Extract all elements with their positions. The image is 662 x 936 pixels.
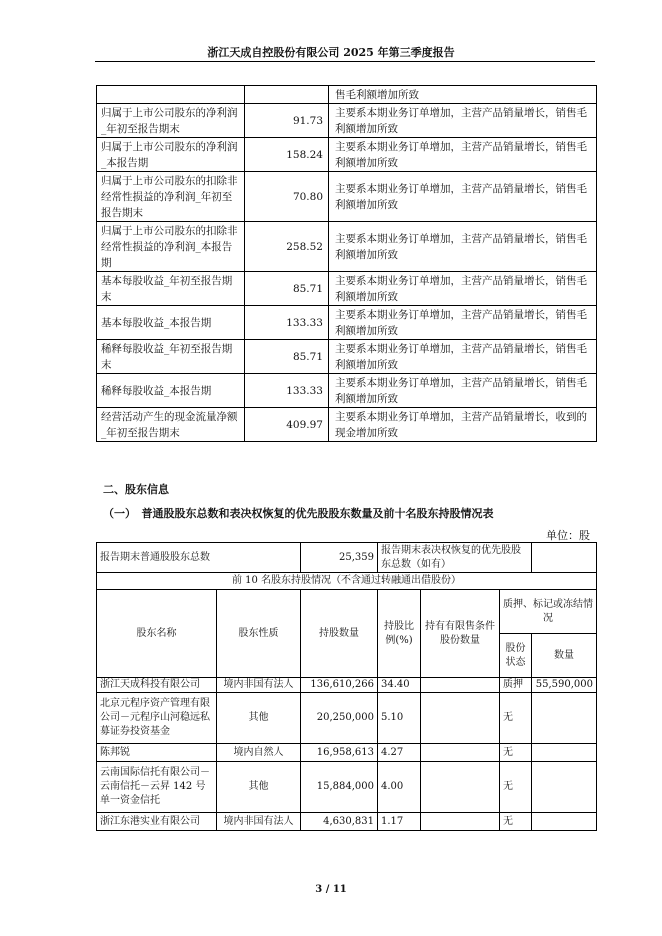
- total-shareholders-row: [97, 543, 597, 573]
- shareholder-ratio: 4.00: [378, 762, 421, 813]
- row-reason: 主要系本期业务订单增加，主营产品销量增长，收到的现金增加所致: [329, 408, 597, 442]
- pledge-status: 无: [500, 744, 532, 762]
- row-ratio: 133.33: [245, 374, 329, 408]
- row-item: 归属于上市公司股东的扣除非经常性损益的净利润_本报告期: [97, 222, 245, 272]
- shareholder-name: 浙江天成科投有限公司: [97, 678, 217, 693]
- carry-over-ratio-cell: [245, 86, 329, 104]
- shareholder-name: 北京元程序资产管理有限公司－元程序山河稳远私募证券投资基金: [97, 693, 217, 744]
- carry-over-item-cell: [97, 86, 245, 104]
- unit-label: 单位：股: [546, 529, 590, 542]
- pledge-status: 无: [500, 693, 532, 744]
- shareholder-shares: 4,630,831: [301, 813, 378, 831]
- col-header-restricted: 持有有限售条件股份数量: [421, 590, 500, 678]
- table-row: [97, 138, 597, 172]
- total-shareholders-label: 报告期末普通股股东总数: [97, 543, 301, 573]
- row-ratio: 158.24: [245, 138, 329, 172]
- col-header-name: 股东名称: [97, 590, 217, 678]
- row-reason: 主要系本期业务订单增加，主营产品销量增长，销售毛利额增加所致: [329, 222, 597, 272]
- col-header-pledge-qty: 数量: [532, 634, 597, 678]
- row-ratio: 91.73: [245, 104, 329, 138]
- shareholder-name: 陈邦锐: [97, 744, 217, 762]
- row-item: 归属于上市公司股东的净利润_年初至报告期末: [97, 104, 245, 138]
- col-header-ratio: 持股比例(%): [378, 590, 421, 678]
- row-reason: 主要系本期业务订单增加，主营产品销量增长，销售毛利额增加所致: [329, 306, 597, 340]
- col-header-pledge: 质押、标记或冻结情况: [500, 590, 597, 634]
- shareholder-ratio: 5.10: [378, 693, 421, 744]
- row-ratio: 70.80: [245, 172, 329, 222]
- shareholder-shares: 16,958,613: [301, 744, 378, 762]
- table-row: [97, 222, 597, 272]
- shareholder-name: 浙江东港实业有限公司: [97, 813, 217, 831]
- row-ratio: 133.33: [245, 306, 329, 340]
- table-row: [97, 172, 597, 222]
- pledge-qty: [532, 744, 597, 762]
- row-ratio: 85.71: [245, 340, 329, 374]
- pledge-status: 无: [500, 813, 532, 831]
- shareholder-ratio: 1.17: [378, 813, 421, 831]
- shareholder-restricted: [421, 762, 500, 813]
- column-header-row: [97, 590, 597, 634]
- shareholder-row: [97, 693, 597, 744]
- row-reason: 主要系本期业务订单增加，主营产品销量增长，销售毛利额增加所致: [329, 340, 597, 374]
- table-row: [97, 340, 597, 374]
- shareholder-row: [97, 678, 597, 693]
- row-reason: 主要系本期业务订单增加，主营产品销量增长，销售毛利额增加所致: [329, 172, 597, 222]
- pledge-status: 质押: [500, 678, 532, 693]
- row-reason: 主要系本期业务订单增加，主营产品销量增长，销售毛利额增加所致: [329, 138, 597, 172]
- shareholder-ratio: 4.27: [378, 744, 421, 762]
- carry-over-reason: 售毛利额增加所致: [329, 86, 597, 104]
- shareholder-restricted: [421, 813, 500, 831]
- table-row: [97, 306, 597, 340]
- financial-changes-table: [96, 85, 597, 442]
- row-item: 归属于上市公司股东的净利润_本报告期: [97, 138, 245, 172]
- col-header-shares: 持股数量: [301, 590, 378, 678]
- shareholder-shares: 136,610,266: [301, 678, 378, 693]
- row-reason: 主要系本期业务订单增加，主营产品销量增长，销售毛利额增加所致: [329, 104, 597, 138]
- shareholder-shares: 20,250,000: [301, 693, 378, 744]
- pledge-qty: 55,590,000: [532, 678, 597, 693]
- shareholder-nature: 其他: [217, 762, 301, 813]
- shareholder-name: 云南国际信托有限公司－云南信托－云昇 142 号单一资金信托: [97, 762, 217, 813]
- table-row: [97, 408, 597, 442]
- section-title: 二、股东信息: [103, 483, 169, 496]
- shareholder-nature: 其他: [217, 693, 301, 744]
- preferred-shareholders-label: 报告期末表决权恢复的优先股股东总数（如有）: [378, 543, 532, 573]
- preferred-shareholders-value: [532, 543, 597, 573]
- col-header-nature: 股东性质: [217, 590, 301, 678]
- pledge-qty: [532, 813, 597, 831]
- pledge-status: 无: [500, 762, 532, 813]
- row-item: 基本每股收益_年初至报告期末: [97, 272, 245, 306]
- shareholder-restricted: [421, 693, 500, 744]
- table-row: [97, 272, 597, 306]
- row-item: 稀释每股收益_本报告期: [97, 374, 245, 408]
- shareholders-table: [96, 542, 597, 831]
- row-ratio: 258.52: [245, 222, 329, 272]
- top10-caption: 前 10 名股东持股情况（不含通过转融通出借股份）: [97, 573, 597, 590]
- shareholder-restricted: [421, 744, 500, 762]
- total-shareholders-value: 25,359: [301, 543, 378, 573]
- shareholder-nature: 境内非国有法人: [217, 678, 301, 693]
- pledge-qty: [532, 762, 597, 813]
- row-item: 基本每股收益_本报告期: [97, 306, 245, 340]
- shareholder-row: [97, 813, 597, 831]
- row-item: 归属于上市公司股东的扣除非经常性损益的净利润_年初至报告期末: [97, 172, 245, 222]
- shareholder-nature: 境内非国有法人: [217, 813, 301, 831]
- row-ratio: 409.97: [245, 408, 329, 442]
- row-reason: 主要系本期业务订单增加，主营产品销量增长，销售毛利额增加所致: [329, 374, 597, 408]
- report-header: 浙江天成自控股份有限公司 2025 年第三季度报告: [207, 46, 455, 59]
- page-number: 3 / 11: [315, 884, 347, 895]
- col-header-pledge-status: 股份状态: [500, 634, 532, 678]
- row-reason: 主要系本期业务订单增加，主营产品销量增长，销售毛利额增加所致: [329, 272, 597, 306]
- row-ratio: 85.71: [245, 272, 329, 306]
- shareholder-ratio: 34.40: [378, 678, 421, 693]
- shareholder-nature: 境内自然人: [217, 744, 301, 762]
- section-subtitle: （一） 普通股股东总数和表决权恢复的优先股股东数量及前十名股东持股情况表: [103, 507, 494, 520]
- table-row: [97, 104, 597, 138]
- shareholder-row: [97, 744, 597, 762]
- row-item: 经营活动产生的现金流量净额_年初至报告期末: [97, 408, 245, 442]
- top10-caption-row: [97, 573, 597, 590]
- table-row-carry-over: [97, 86, 597, 104]
- table-row: [97, 374, 597, 408]
- shareholder-shares: 15,884,000: [301, 762, 378, 813]
- shareholder-row: [97, 762, 597, 813]
- header-divider: [95, 61, 595, 62]
- pledge-qty: [532, 693, 597, 744]
- row-item: 稀释每股收益_年初至报告期末: [97, 340, 245, 374]
- shareholder-restricted: [421, 678, 500, 693]
